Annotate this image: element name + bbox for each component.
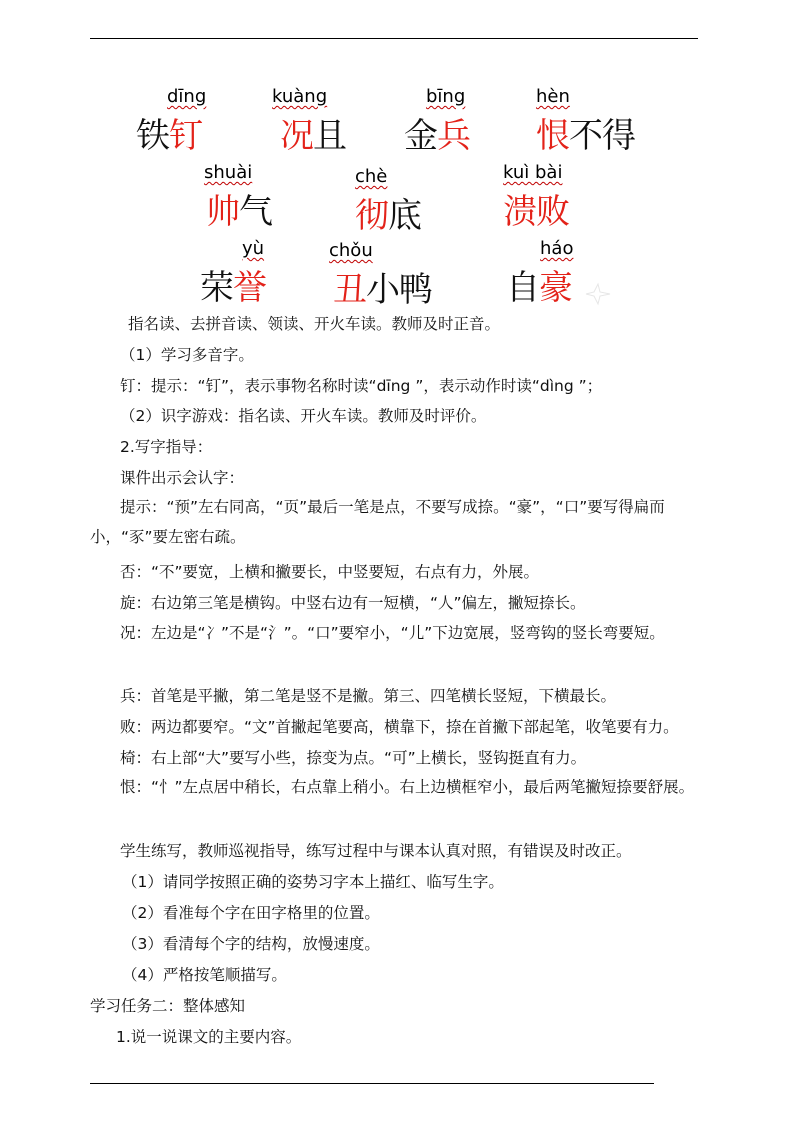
pinyin: kuì bài xyxy=(503,162,563,183)
pinyin: háo xyxy=(540,238,574,259)
vocab-char: 底 xyxy=(388,196,421,236)
vocab-char: 自 xyxy=(506,268,539,308)
footer-rule xyxy=(90,1083,654,1084)
list-item: （3）看清每个字的结构，放慢速度。 xyxy=(122,935,380,953)
vocab-target-char: 钉 xyxy=(169,116,202,156)
paragraph: 旋：右边第三笔是横钩。中竖右边有一短横，“人”偏左，撇短捺长。 xyxy=(120,594,586,612)
pinyin: hèn xyxy=(536,86,570,107)
vocab-char: 金 xyxy=(404,116,437,156)
vocab-char: 不得 xyxy=(569,116,635,156)
pinyin: kuàng xyxy=(272,86,328,107)
paragraph: 课件出示会认字： xyxy=(120,469,245,487)
paragraph: 学生练写，教师巡视指导，练写过程中与课本认真对照，有错误及时改正。 xyxy=(120,842,632,860)
paragraph: 败：两边都要窄。“文”首撇起笔要高，横靠下，捺在首撇下部起笔，收笔要有力。 xyxy=(120,718,679,736)
vocab-target-char: 兵 xyxy=(437,116,470,156)
pinyin: yù xyxy=(242,238,265,259)
pinyin: shuài xyxy=(204,162,253,183)
list-item: （2）看准每个字在田字格里的位置。 xyxy=(122,904,380,922)
list-item: （1）请同学按照正确的姿势习字本上描红、临写生字。 xyxy=(122,873,504,891)
vocab-target-char: 恨 xyxy=(536,116,569,156)
paragraph: （2）识字游戏：指名读、开火车读。教师及时评价。 xyxy=(120,407,487,425)
vocab-target-char: 帅 xyxy=(206,192,239,232)
paragraph: 2.写字指导： xyxy=(120,438,213,456)
pinyin: dīng xyxy=(167,86,207,107)
vocab-target-char: 誉 xyxy=(233,268,266,308)
vocab-char: 气 xyxy=(239,192,272,232)
paragraph: 指名读、去拼音读、领读、开火车读。教师及时正音。 xyxy=(128,315,501,333)
paragraph: （1）学习多音字。 xyxy=(120,346,254,364)
vocab-char: 铁 xyxy=(136,116,169,156)
vocab-char: 荣 xyxy=(200,268,233,308)
vocab-target-char: 况 xyxy=(280,116,313,156)
pinyin: bīng xyxy=(426,86,466,107)
paragraph: 否：“不”要宽，上横和撇要长，中竖要短，右点有力，外展。 xyxy=(120,563,540,581)
paragraph: 提示：“预”左右同高，“页”最后一笔是点，不要写成捺。“豪”，“口”要写得扁而小，“豕”要左密右疏。 xyxy=(90,498,665,546)
vocab-target-char: 豪 xyxy=(539,268,572,308)
vocab-char: 且 xyxy=(313,116,346,156)
paragraph: 1.说一说课文的主要内容。 xyxy=(116,1028,302,1046)
paragraph: 兵：首笔是平撇，第二笔是竖不是撇。第三、四笔横长竖短，下横最长。 xyxy=(120,687,617,705)
vocab-target-char: 溃败 xyxy=(503,192,569,232)
section-heading: 学习任务二：整体感知 xyxy=(90,997,246,1015)
vocab-target-char: 彻 xyxy=(355,196,388,236)
vocab-char: 小鸭 xyxy=(366,270,432,310)
vocab-target-char: 丑 xyxy=(333,270,366,310)
paragraph: 钉：提示：“钉”，表示事物名称时读“dīng ”，表示动作时读“dìng ”； xyxy=(120,377,603,395)
paragraph: 恨：“忄”左点居中稍长，右点靠上稍小。右上边横框窄小，最后两笔撇短捺要舒展。 xyxy=(120,778,695,796)
sparkle-decoration xyxy=(580,282,620,306)
paragraph: 椅：右上部“大”要写小些，捺变为点。“可”上横长，竖钩挺直有力。 xyxy=(120,749,587,767)
list-item: （4）严格按笔顺描写。 xyxy=(122,966,287,984)
paragraph: 况：左边是“冫”不是“氵”。“口”要窄小，“儿”下边宽展，竖弯钩的竖长弯要短。 xyxy=(120,624,665,642)
header-rule xyxy=(90,38,698,39)
pinyin: chè xyxy=(355,166,388,187)
pinyin: chǒu xyxy=(329,240,373,261)
